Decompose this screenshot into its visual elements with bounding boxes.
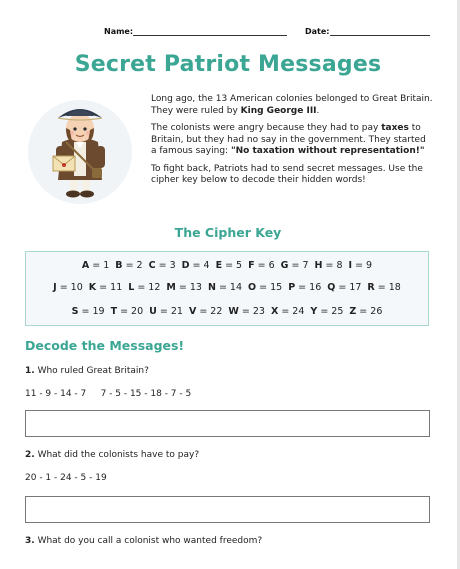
cipher-value: = 2 (122, 260, 143, 271)
cipher-value: = 6 (254, 260, 275, 271)
name-line (104, 26, 287, 36)
cipher-value: = 26 (356, 306, 383, 317)
cipher-letter: A (81, 260, 90, 271)
cipher-value: = 7 (288, 260, 309, 271)
cipher-letter: J (53, 282, 57, 293)
cipher-value: = 10 (56, 282, 83, 293)
cipher-pair-q (327, 282, 361, 293)
cipher-value: = 19 (78, 306, 105, 317)
cipher-pair-v (189, 306, 222, 317)
cipher-letter: K (88, 282, 97, 293)
cipher-value: = 14 (215, 282, 243, 293)
cipher-pair-e (216, 260, 243, 271)
cipher-pair-b (115, 260, 142, 271)
answer-box-1[interactable] (25, 410, 430, 437)
cipher-value: = 12 (134, 282, 161, 293)
cipher-pair-u (149, 306, 183, 317)
cipher-pair-k (89, 282, 122, 293)
cipher-pair-p (288, 282, 321, 293)
cipher-value: = 18 (374, 282, 401, 293)
cipher-letter: Y (310, 306, 318, 317)
cipher-letter: P (288, 282, 296, 293)
cipher-key-heading: The Cipher Key (174, 225, 282, 240)
cipher-letter: R (367, 282, 375, 293)
cipher-pair-a (82, 260, 109, 271)
cipher-letter: G (280, 260, 289, 271)
cipher-value: = 24 (278, 306, 305, 317)
date-label: Date: (305, 27, 330, 36)
cipher-value: = 1 (89, 260, 110, 271)
cipher-value: = 17 (335, 282, 362, 293)
cipher-letter: F (248, 260, 255, 271)
king-george-emphasis: King George III (240, 105, 317, 116)
intro-paragraph-1 (151, 94, 433, 117)
cipher-letter: X (270, 306, 279, 317)
cipher-pair-i (349, 260, 373, 271)
question-text: What do you call a colonist who wanted freedom? (37, 536, 263, 546)
cipher-pair-j (53, 282, 83, 293)
cipher-value: = 4 (189, 260, 210, 271)
cipher-letter: Z (349, 306, 357, 317)
cipher-pair-l (128, 282, 160, 293)
cipher-value: = 11 (96, 282, 123, 293)
intro-p2-middle: to Britain, but they had no say in the government. They started a famous saying: (151, 123, 426, 156)
cipher-pair-w (228, 306, 265, 317)
question-3 (25, 536, 262, 546)
cipher-pair-f (248, 260, 275, 271)
cipher-row-3 (26, 306, 428, 317)
cipher-letter: S (71, 306, 79, 317)
cipher-pair-o (248, 282, 282, 293)
intro-p1-text: Long ago, the 13 American colonies belonged to Great Britain. They were ruled by (151, 94, 433, 116)
cipher-value: = 21 (156, 306, 183, 317)
patriot-boy-illustration (26, 90, 138, 205)
answer-box-2[interactable] (25, 496, 430, 523)
cipher-letter: U (149, 306, 157, 317)
intro-p2-text: The colonists were angry because they had to pay (151, 123, 382, 133)
date-line (305, 26, 430, 36)
cipher-letter: H (314, 260, 323, 271)
intro-p1-end: . (316, 105, 320, 116)
question-2 (25, 450, 199, 460)
question-text: What did the colonists have to pay? (37, 450, 200, 460)
cipher-value: = 23 (238, 306, 265, 317)
cipher-pair-c (149, 260, 176, 271)
cipher-pair-m (166, 282, 202, 293)
question-number: 3. (25, 536, 35, 546)
page-title: Secret Patriot Messages (74, 52, 382, 77)
cipher-pair-s (72, 306, 105, 317)
cipher-letter: T (110, 306, 118, 317)
cipher-value: = 8 (322, 260, 343, 271)
cipher-letter: L (128, 282, 135, 293)
slogan-emphasis: "No taxation without representation!" (230, 146, 425, 156)
cipher-value: = 22 (196, 306, 223, 317)
taxes-emphasis: taxes (381, 123, 409, 133)
cipher-key-box (25, 251, 429, 326)
cipher-pair-h (315, 260, 343, 271)
coded-message-1: 11 - 9 - 14 - 7 7 - 5 - 15 - 18 - 7 - 5 (25, 389, 192, 399)
cipher-value: = 25 (317, 306, 344, 317)
cipher-letter: Q (327, 282, 336, 293)
cipher-letter: W (228, 306, 239, 317)
cipher-letter: M (166, 282, 176, 293)
cipher-value: = 15 (256, 282, 283, 293)
cipher-row-1 (26, 260, 428, 271)
cipher-letter: O (248, 282, 257, 293)
cipher-value: = 5 (222, 260, 243, 271)
cipher-row-2 (26, 282, 428, 293)
cipher-letter: D (181, 260, 190, 271)
cipher-letter: C (148, 260, 156, 271)
cipher-letter: I (348, 260, 353, 271)
cipher-letter: N (207, 282, 216, 293)
intro-paragraph-3: To fight back, Patriots had to send secret messages. Use the cipher key below to decode their hidden words! (151, 163, 423, 185)
cipher-letter: V (188, 306, 197, 317)
cipher-pair-g (281, 260, 309, 271)
name-label: Name: (104, 27, 134, 36)
question-1 (25, 366, 149, 376)
coded-message-2: 20 - 1 - 24 - 5 - 19 (25, 473, 107, 483)
cipher-pair-y (310, 306, 343, 317)
cipher-value: = 20 (117, 306, 144, 317)
question-number: 2. (25, 450, 35, 460)
date-field[interactable] (330, 26, 430, 36)
cipher-pair-x (271, 306, 304, 317)
cipher-letter: B (115, 260, 123, 271)
cipher-value: = 13 (175, 282, 202, 293)
intro-text (151, 94, 433, 193)
cipher-pair-t (111, 306, 144, 317)
cipher-pair-z (349, 306, 382, 317)
intro-paragraph-2 (151, 123, 433, 158)
decode-section-heading: Decode the Messages! (25, 338, 185, 353)
name-field[interactable] (133, 26, 287, 36)
question-text: Who ruled Great Britain? (37, 366, 149, 376)
cipher-pair-r (367, 282, 400, 293)
cipher-value: = 3 (155, 260, 176, 271)
question-number: 1. (25, 366, 35, 376)
cipher-value: = 16 (295, 282, 322, 293)
cipher-letter: E (215, 260, 223, 271)
cipher-value: = 9 (352, 260, 373, 271)
cipher-pair-n (208, 282, 242, 293)
cipher-pair-d (182, 260, 210, 271)
